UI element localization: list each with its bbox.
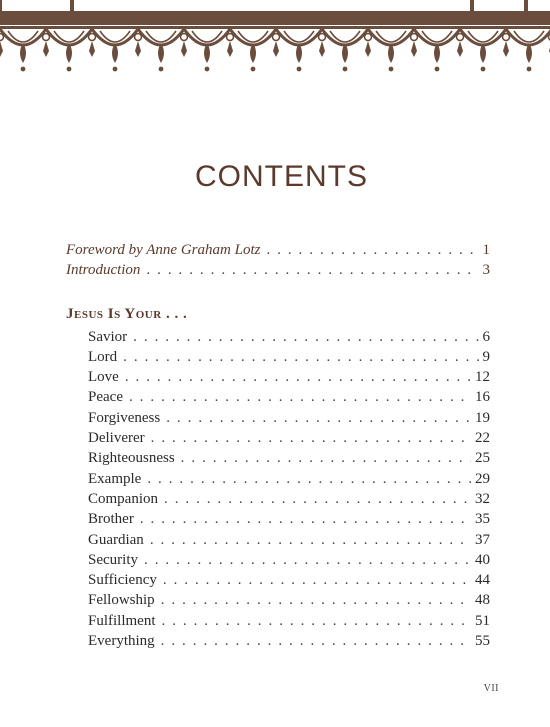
toc-entry-savior[interactable] bbox=[88, 327, 490, 347]
dot-leader bbox=[166, 408, 471, 428]
toc-entry-page: 40 bbox=[475, 551, 490, 568]
dot-leader bbox=[150, 530, 471, 550]
toc-entry-forgiveness[interactable] bbox=[88, 408, 490, 428]
lace-motif bbox=[43, 29, 93, 71]
toc-entry-label: Security bbox=[88, 551, 138, 568]
toc-entry-label: Fulfillment bbox=[88, 612, 156, 629]
lace-motif bbox=[89, 29, 139, 71]
dot-leader bbox=[147, 469, 471, 489]
lace-motif bbox=[319, 29, 369, 71]
toc-entry-fellowship[interactable] bbox=[88, 590, 490, 610]
toc-entry-page: 12 bbox=[475, 369, 490, 386]
toc-entry-label: Savior bbox=[88, 328, 128, 345]
section-entries bbox=[66, 327, 490, 652]
toc-entry-page: 44 bbox=[475, 572, 490, 589]
dot-leader bbox=[129, 387, 471, 407]
toc-entry-page: 51 bbox=[475, 612, 490, 629]
lace-motif bbox=[227, 29, 277, 71]
toc-entry-love[interactable] bbox=[88, 367, 490, 387]
toc-entry-page: 1 bbox=[482, 242, 490, 258]
toc-entry-example[interactable] bbox=[88, 469, 490, 489]
toc-entry-page: 3 bbox=[482, 262, 490, 279]
toc-entry-sufficiency[interactable] bbox=[88, 570, 490, 590]
lace-motif bbox=[503, 29, 550, 71]
toc-entry-righteousness[interactable] bbox=[88, 448, 490, 468]
section-heading: Jesus Is Your . . . bbox=[66, 305, 188, 322]
dot-leader bbox=[181, 448, 471, 468]
toc-entry-introduction[interactable] bbox=[66, 260, 490, 280]
toc-entry-label: Righteousness bbox=[88, 450, 175, 467]
lace-ornament-border bbox=[0, 17, 550, 89]
table-of-contents bbox=[66, 240, 490, 651]
toc-entry-guardian[interactable] bbox=[88, 530, 490, 550]
header-panel bbox=[74, 0, 470, 11]
dot-leader bbox=[144, 550, 471, 570]
toc-entry-label: Love bbox=[88, 369, 119, 386]
toc-entry-everything[interactable] bbox=[88, 631, 490, 651]
lace-motif bbox=[135, 29, 185, 71]
dot-leader bbox=[266, 240, 478, 260]
toc-entry-page: 32 bbox=[475, 490, 490, 507]
page-title: CONTENTS bbox=[195, 160, 368, 193]
toc-entry-page: 29 bbox=[475, 470, 490, 487]
dot-leader bbox=[133, 327, 478, 347]
dot-leader bbox=[125, 367, 471, 387]
dot-leader bbox=[161, 590, 471, 610]
dot-leader bbox=[163, 570, 471, 590]
toc-entry-label: Example bbox=[88, 470, 142, 487]
dot-leader bbox=[161, 631, 471, 651]
dot-leader bbox=[140, 509, 471, 529]
toc-entry-fulfillment[interactable] bbox=[88, 611, 490, 631]
lace-motif bbox=[181, 29, 231, 71]
lace-motif bbox=[457, 29, 507, 71]
toc-entry-page: 25 bbox=[475, 450, 490, 467]
dot-leader bbox=[123, 347, 478, 367]
toc-entry-page: 55 bbox=[475, 633, 490, 650]
page-number-folio: VII bbox=[483, 683, 499, 694]
toc-entry-label: Fellowship bbox=[88, 592, 155, 609]
toc-entry-label: Forgiveness bbox=[88, 409, 161, 426]
toc-entry-page: 35 bbox=[475, 511, 490, 528]
lace-motif bbox=[411, 29, 461, 71]
dot-leader bbox=[162, 611, 472, 631]
toc-entry-page: 16 bbox=[475, 389, 490, 406]
toc-entry-label: Lord bbox=[88, 348, 118, 365]
toc-entry-companion[interactable] bbox=[88, 489, 490, 509]
toc-entry-label: Introduction bbox=[66, 262, 141, 279]
toc-entry-label: Companion bbox=[88, 490, 158, 507]
header-panel bbox=[528, 0, 550, 11]
toc-entry-label: Everything bbox=[88, 633, 155, 650]
toc-entry-label: Peace bbox=[88, 389, 123, 406]
dot-leader bbox=[146, 260, 478, 280]
dot-leader bbox=[151, 428, 471, 448]
toc-entry-page: 48 bbox=[475, 592, 490, 609]
toc-entry-deliverer[interactable] bbox=[88, 428, 490, 448]
toc-entry-label: Brother bbox=[88, 511, 134, 528]
toc-entry-peace[interactable] bbox=[88, 387, 490, 407]
header-panel bbox=[474, 0, 524, 11]
toc-entry-lord[interactable] bbox=[88, 347, 490, 367]
toc-entry-label: Deliverer bbox=[88, 430, 145, 447]
lace-motif bbox=[273, 29, 323, 71]
lace-motif bbox=[365, 29, 415, 71]
toc-entry-page: 6 bbox=[482, 328, 490, 345]
toc-entry-label: Sufficiency bbox=[88, 572, 157, 589]
toc-entry-page: 9 bbox=[482, 348, 490, 365]
toc-entry-label: Foreword by Anne Graham Lotz bbox=[66, 242, 261, 258]
toc-entry-label: Guardian bbox=[88, 531, 144, 548]
header-panel bbox=[2, 0, 70, 11]
dot-leader bbox=[164, 489, 471, 509]
lace-motif bbox=[0, 29, 46, 71]
toc-entry-page: 19 bbox=[475, 409, 490, 426]
toc-entry-foreword[interactable] bbox=[66, 240, 490, 260]
toc-entry-page: 37 bbox=[475, 531, 490, 548]
header-border-band bbox=[0, 0, 550, 17]
toc-entry-security[interactable] bbox=[88, 550, 490, 570]
toc-entry-brother[interactable] bbox=[88, 509, 490, 529]
toc-entry-page: 22 bbox=[475, 430, 490, 447]
